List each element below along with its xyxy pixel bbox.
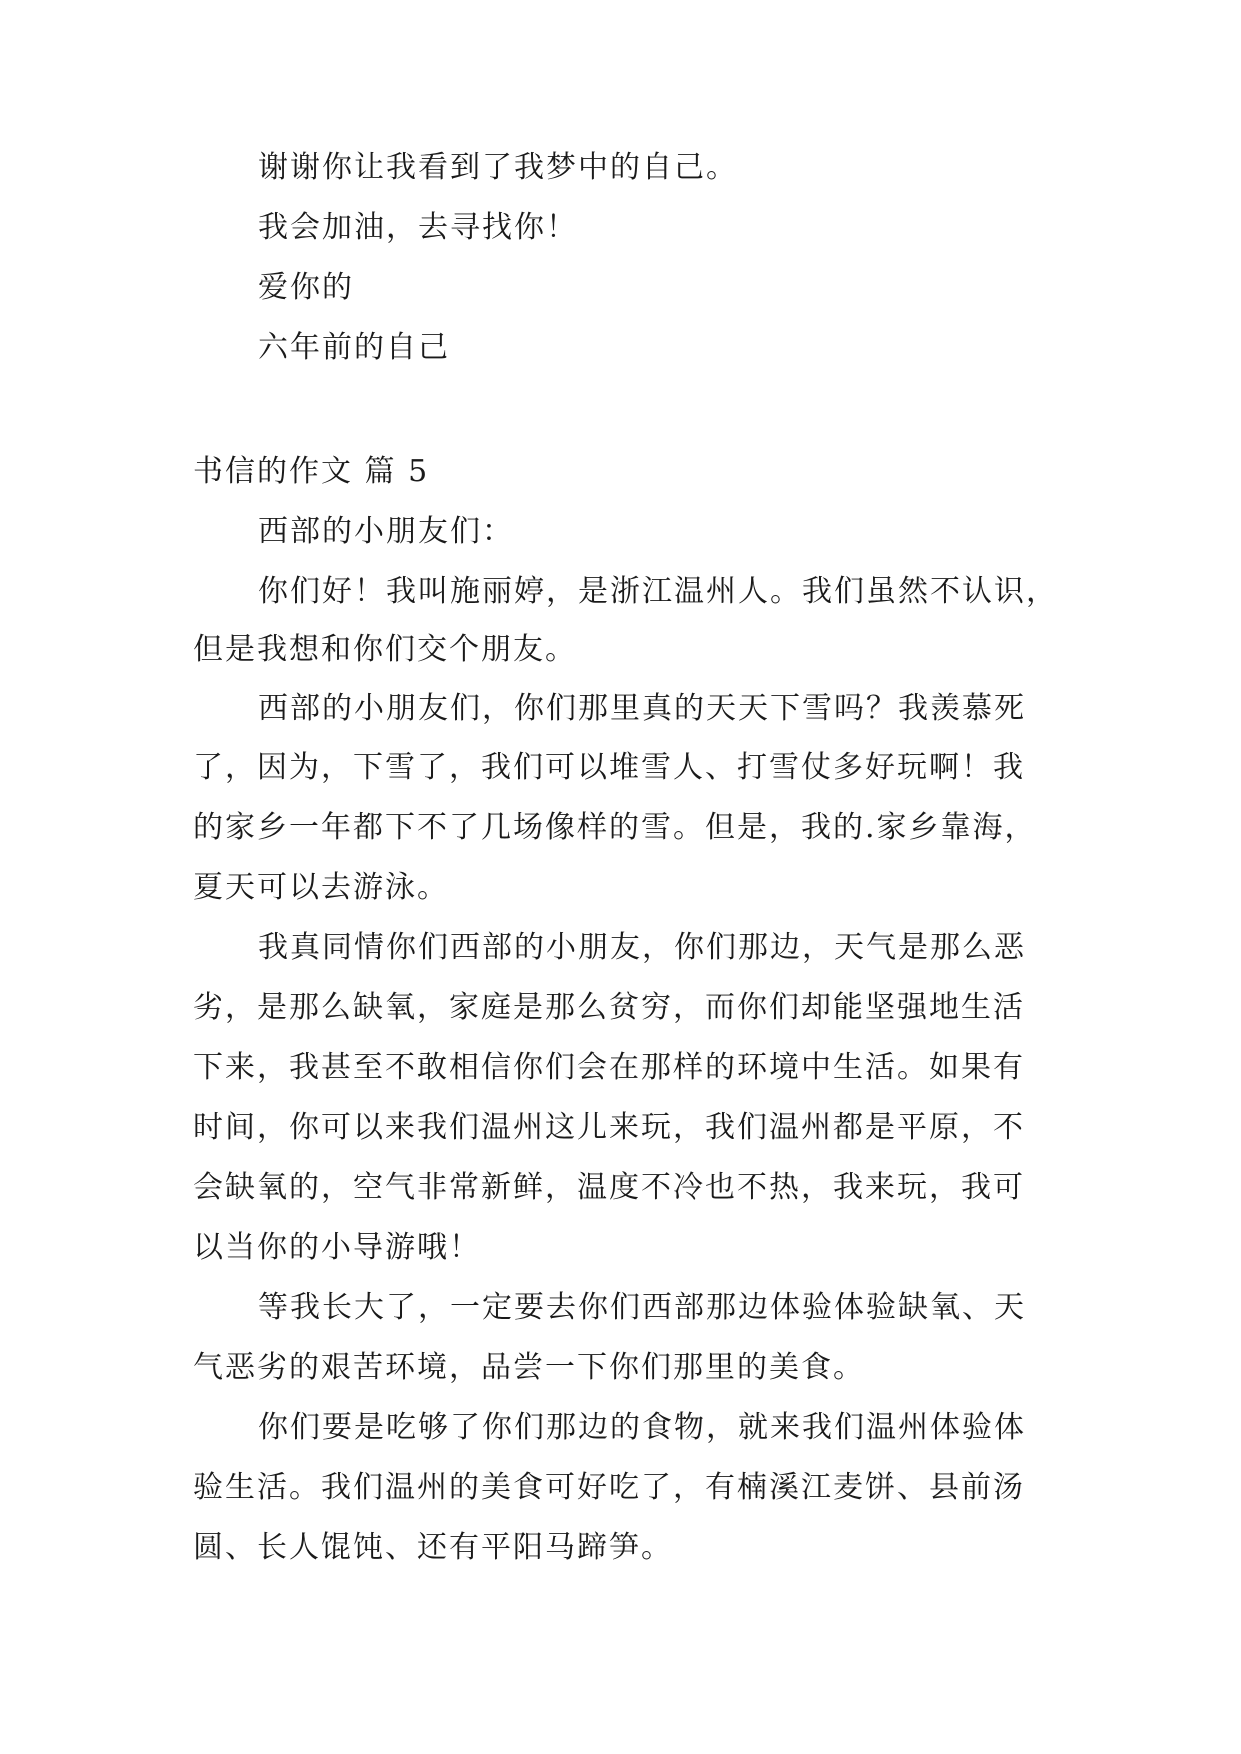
paragraph-line: 会缺氧的，空气非常新鲜，温度不冷也不热，我来玩，我可 [193, 1170, 1025, 1205]
paragraph-line: 夏天可以去游泳。 [193, 870, 449, 905]
section-heading: 书信的作文 篇 5 [193, 454, 430, 489]
paragraph-line: 西部的小朋友们，你们那里真的天天下雪吗？我羡慕死 [258, 691, 1026, 726]
paragraph-line: 了，因为，下雪了，我们可以堆雪人、打雪仗多好玩啊！我 [193, 750, 1025, 785]
letter-salutation: 西部的小朋友们： [258, 514, 514, 549]
paragraph-line: 我真同情你们西部的小朋友，你们那边，天气是那么恶 [258, 930, 1026, 965]
letter-line: 谢谢你让我看到了我梦中的自己。 [258, 150, 738, 185]
paragraph-line: 你们要是吃够了你们那边的食物，就来我们温州体验体 [258, 1410, 1026, 1445]
paragraph-line: 等我长大了，一定要去你们西部那边体验体验缺氧、天 [258, 1290, 1026, 1325]
paragraph-line: 时间，你可以来我们温州这儿来玩，我们温州都是平原，不 [193, 1110, 1025, 1145]
paragraph-line: 但是我想和你们交个朋友。 [193, 632, 577, 667]
letter-closing: 爱你的 [258, 270, 354, 305]
letter-line: 我会加油，去寻找你！ [258, 210, 578, 245]
letter-signature: 六年前的自己 [258, 330, 450, 365]
paragraph-line: 的家乡一年都下不了几场像样的雪。但是，我的.家乡靠海， [193, 810, 1037, 845]
paragraph-line: 圆、长人馄饨、还有平阳马蹄笋。 [193, 1530, 673, 1565]
paragraph-line: 验生活。我们温州的美食可好吃了，有楠溪江麦饼、县前汤 [193, 1470, 1025, 1505]
paragraph-line: 下来，我甚至不敢相信你们会在那样的环境中生活。如果有 [193, 1050, 1025, 1085]
paragraph-line: 劣，是那么缺氧，家庭是那么贫穷，而你们却能坚强地生活 [193, 990, 1025, 1025]
paragraph-line: 气恶劣的艰苦环境，品尝一下你们那里的美食。 [193, 1350, 865, 1385]
paragraph-line: 以当你的小导游哦！ [193, 1230, 481, 1265]
paragraph-line: 你们好！我叫施丽婷，是浙江温州人。我们虽然不认识， [258, 574, 1058, 609]
